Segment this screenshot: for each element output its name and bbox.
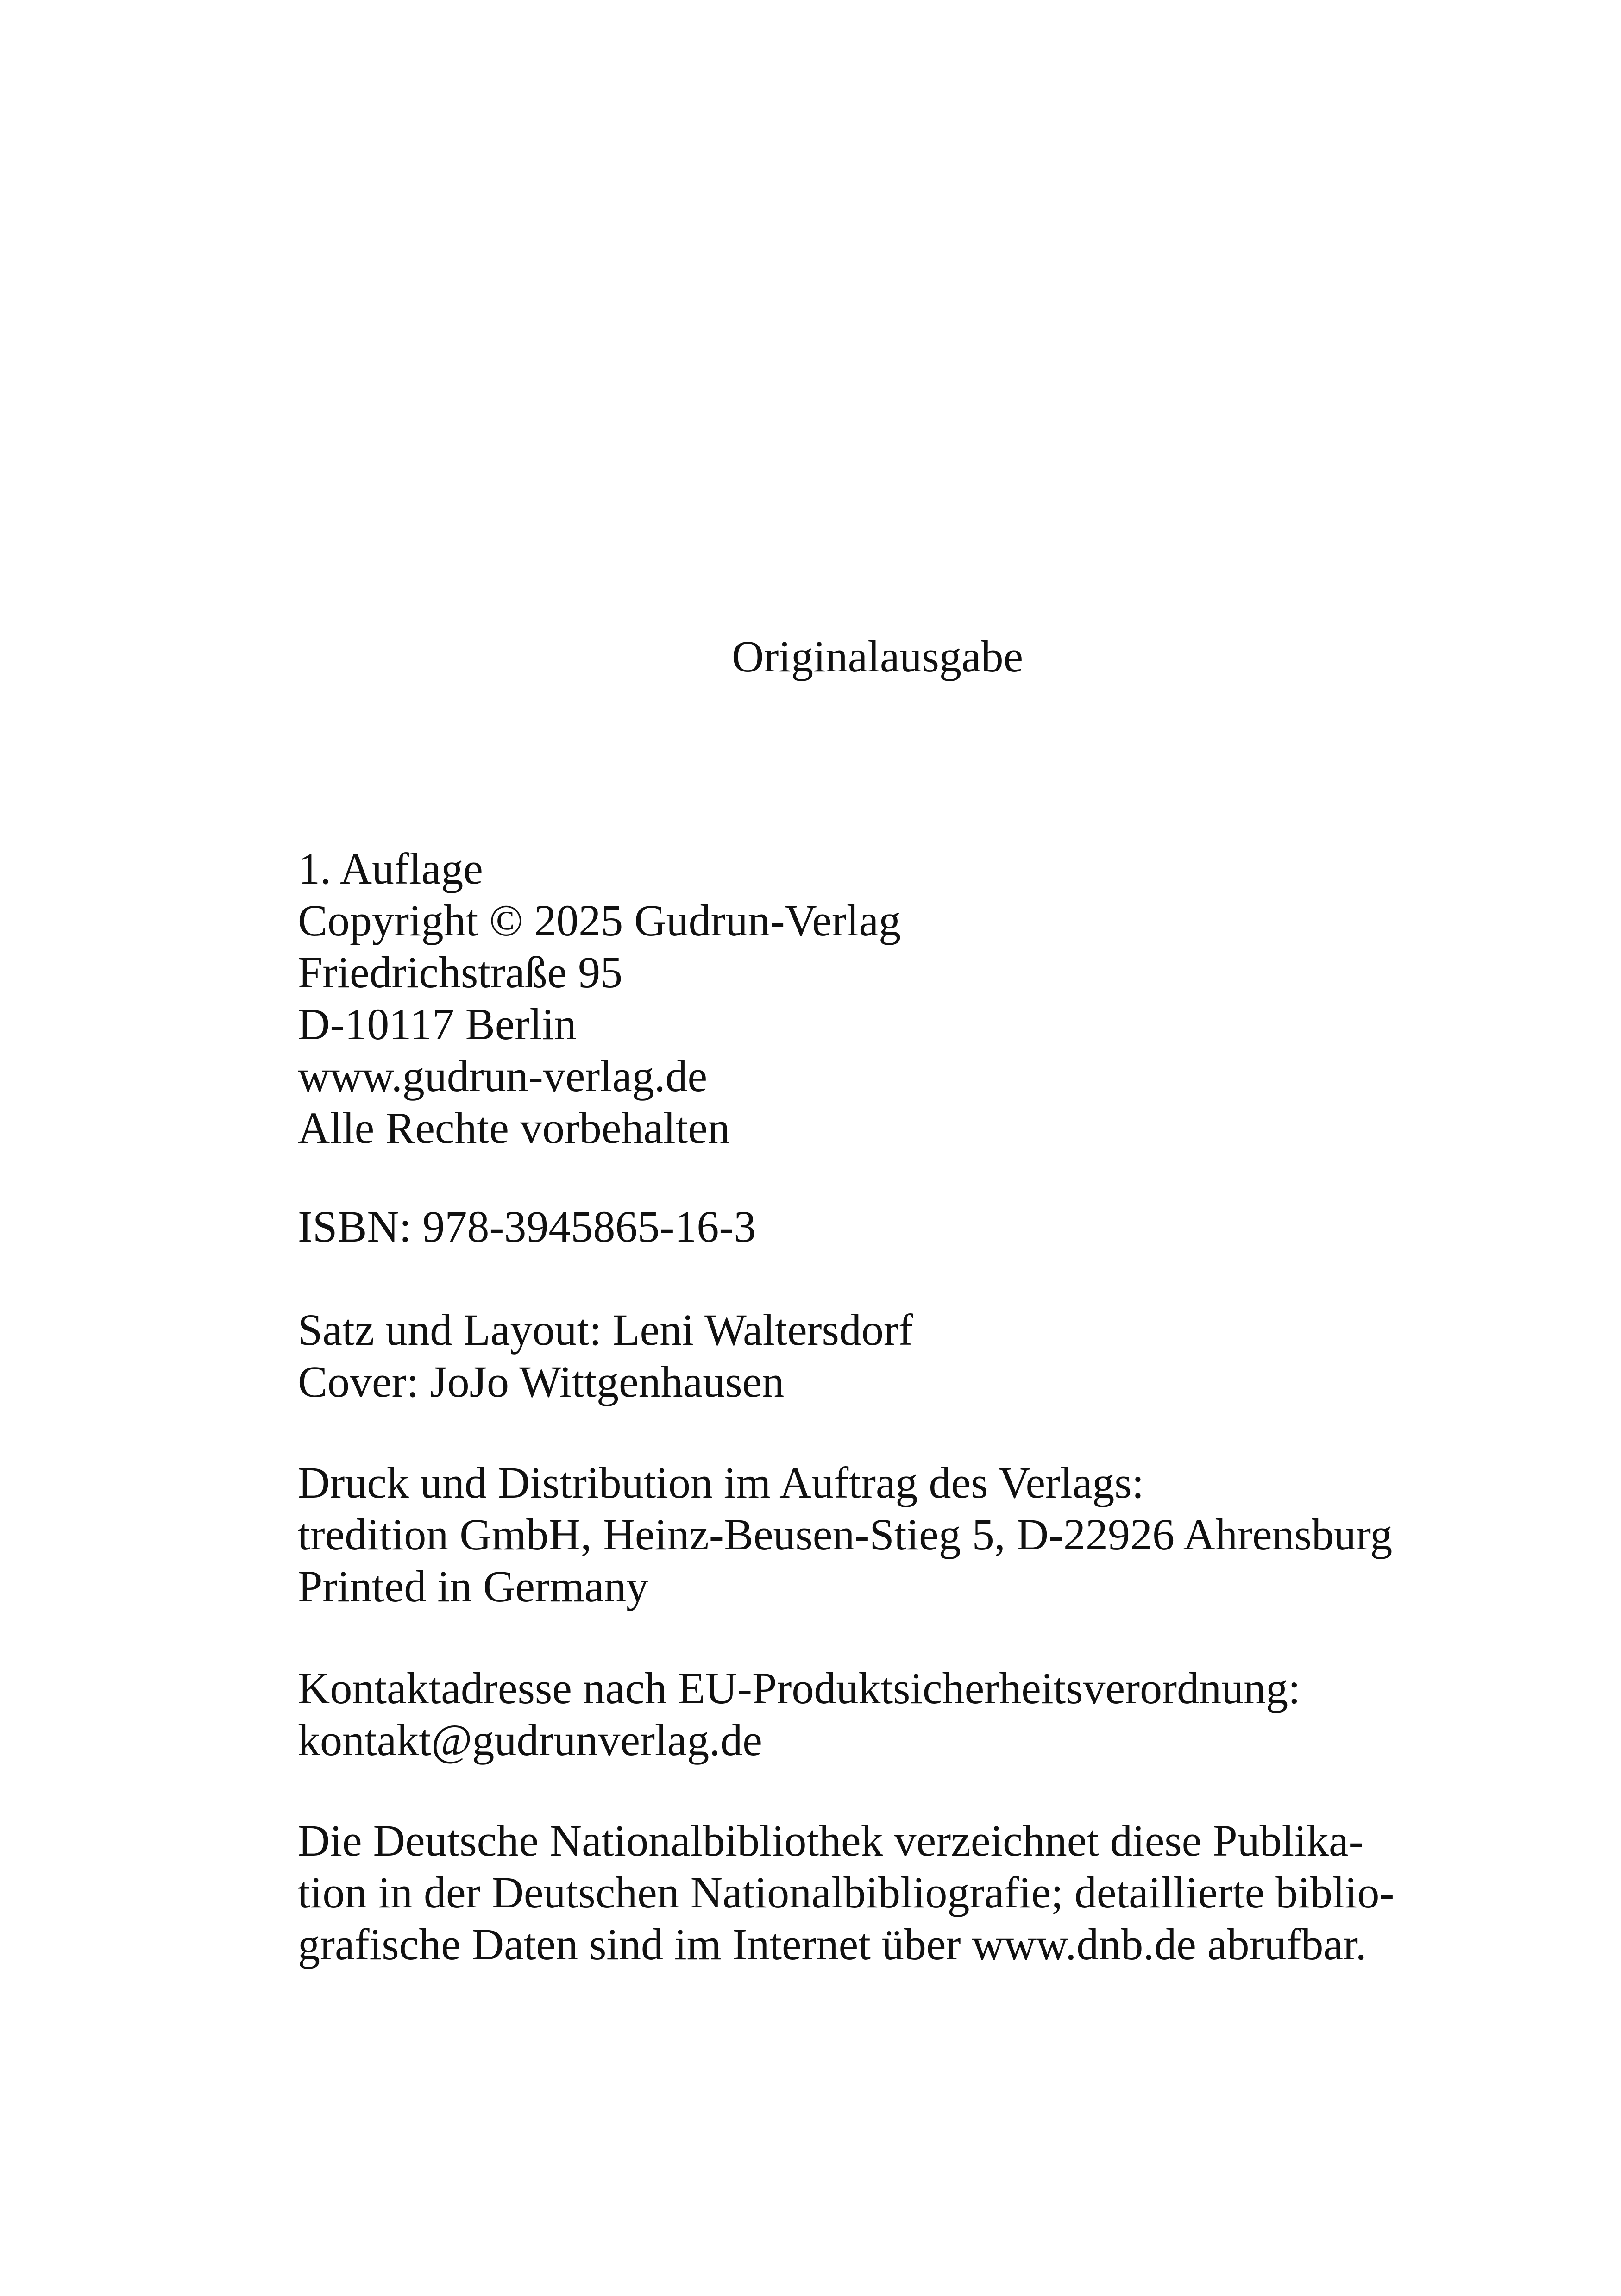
dnb-notice-line: tion in der Deutschen Nationalbibliografie; detaillierte biblio-	[298, 1868, 1395, 1917]
layout-credit: Satz und Layout: Leni Waltersdorf	[298, 1305, 913, 1355]
edition-number: 1. Auflage	[298, 844, 483, 893]
publisher-city: D-10117 Berlin	[298, 999, 577, 1049]
isbn-number: ISBN: 978-3945865-16-3	[298, 1202, 756, 1251]
publisher-website: www.gudrun-verlag.de	[298, 1051, 708, 1101]
printed-in: Printed in Germany	[298, 1562, 649, 1611]
contact-email: kontakt@gudrunverlag.de	[298, 1715, 762, 1765]
publisher-street: Friedrichstraße 95	[298, 947, 623, 997]
contact-block	[298, 1662, 1456, 1766]
cover-credit: Cover: JoJo Wittgenhausen	[298, 1357, 785, 1406]
dnb-notice-line: grafische Daten sind im Internet über www.dnb.de abrufbar.	[298, 1920, 1367, 1969]
rights-reserved: Alle Rechte vorbehalten	[298, 1103, 730, 1153]
credits-block	[298, 1304, 1456, 1408]
imprint-block	[298, 843, 1456, 1154]
printer-address: tredition GmbH, Heinz-Beusen-Stieg 5, D-22926 Ahrensburg	[298, 1510, 1393, 1559]
isbn-block	[298, 1201, 1456, 1253]
dnb-notice-line: Die Deutsche Nationalbibliothek verzeichnet diese Publika-	[298, 1816, 1363, 1865]
edition-title: Originalausgabe	[732, 632, 1024, 681]
dnb-notice-block	[298, 1815, 1456, 1970]
print-heading: Druck und Distribution im Auftrag des Verlags:	[298, 1458, 1144, 1507]
contact-heading: Kontaktadresse nach EU-Produktsicherheitsverordnung:	[298, 1663, 1301, 1713]
copyright-notice: Copyright © 2025 Gudrun-Verlag	[298, 896, 901, 945]
print-distribution-block	[298, 1457, 1456, 1612]
